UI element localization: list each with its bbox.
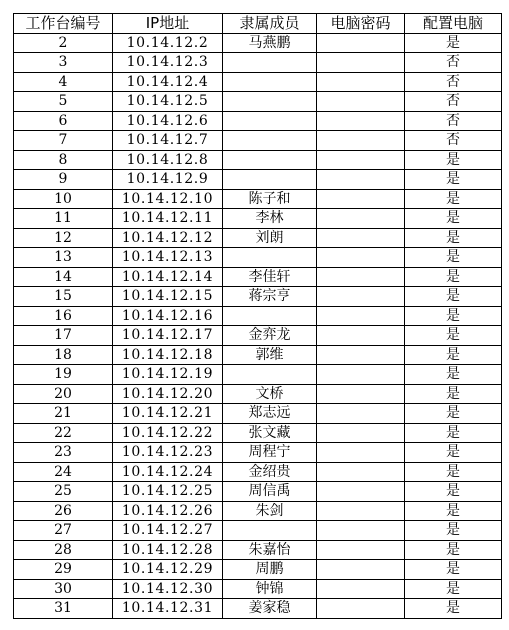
cell-member: 郭维	[223, 345, 317, 365]
cell-ip-address: 10.14.12.25	[113, 482, 223, 502]
table-row	[14, 228, 502, 248]
cell-workstation-id: 19	[14, 365, 113, 385]
cell-workstation-id: 18	[14, 345, 113, 365]
cell-ip-address: 10.14.12.11	[113, 209, 223, 229]
cell-workstation-id: 20	[14, 384, 113, 404]
cell-member: 金绍贵	[223, 462, 317, 482]
header-row	[14, 14, 502, 34]
cell-workstation-id: 9	[14, 170, 113, 190]
cell-computer-password	[317, 111, 405, 131]
cell-member: 周鹏	[223, 560, 317, 580]
cell-member: 朱剑	[223, 501, 317, 521]
cell-computer-password	[317, 306, 405, 326]
cell-computer-configured: 是	[405, 501, 502, 521]
table-row	[14, 53, 502, 73]
cell-workstation-id: 25	[14, 482, 113, 502]
cell-computer-configured: 是	[405, 248, 502, 268]
cell-ip-address: 10.14.12.10	[113, 189, 223, 209]
cell-member	[223, 521, 317, 541]
cell-computer-password	[317, 267, 405, 287]
cell-computer-configured: 否	[405, 131, 502, 151]
cell-workstation-id: 23	[14, 443, 113, 463]
cell-workstation-id: 3	[14, 53, 113, 73]
cell-workstation-id: 24	[14, 462, 113, 482]
cell-member	[223, 72, 317, 92]
cell-computer-password	[317, 326, 405, 346]
table-row	[14, 306, 502, 326]
cell-computer-configured: 是	[405, 404, 502, 424]
cell-computer-configured: 是	[405, 189, 502, 209]
table-row	[14, 150, 502, 170]
cell-ip-address: 10.14.12.18	[113, 345, 223, 365]
cell-computer-configured: 是	[405, 33, 502, 53]
cell-ip-address: 10.14.12.14	[113, 267, 223, 287]
table-row	[14, 579, 502, 599]
cell-computer-configured: 是	[405, 482, 502, 502]
cell-computer-password	[317, 228, 405, 248]
cell-workstation-id: 2	[14, 33, 113, 53]
cell-workstation-id: 10	[14, 189, 113, 209]
cell-computer-configured: 是	[405, 579, 502, 599]
cell-computer-password	[317, 72, 405, 92]
cell-computer-configured: 是	[405, 365, 502, 385]
table-row	[14, 92, 502, 112]
header-member: 隶属成员	[223, 14, 317, 34]
header-computer-configured: 配置电脑	[405, 14, 502, 34]
cell-computer-password	[317, 345, 405, 365]
table-row	[14, 384, 502, 404]
cell-member: 陈子和	[223, 189, 317, 209]
cell-computer-password	[317, 170, 405, 190]
header-computer-password: 电脑密码	[317, 14, 405, 34]
cell-ip-address: 10.14.12.6	[113, 111, 223, 131]
cell-workstation-id: 28	[14, 540, 113, 560]
cell-workstation-id: 13	[14, 248, 113, 268]
cell-ip-address: 10.14.12.31	[113, 599, 223, 619]
workstation-table	[13, 13, 502, 619]
cell-computer-configured: 否	[405, 72, 502, 92]
header-ip-address: IP地址	[113, 14, 223, 34]
table-row	[14, 423, 502, 443]
cell-workstation-id: 27	[14, 521, 113, 541]
cell-ip-address: 10.14.12.30	[113, 579, 223, 599]
cell-computer-configured: 是	[405, 560, 502, 580]
table-row	[14, 72, 502, 92]
table-row	[14, 404, 502, 424]
cell-member	[223, 306, 317, 326]
cell-computer-configured: 是	[405, 462, 502, 482]
cell-computer-password	[317, 540, 405, 560]
cell-computer-password	[317, 287, 405, 307]
cell-ip-address: 10.14.12.7	[113, 131, 223, 151]
cell-computer-password	[317, 404, 405, 424]
cell-workstation-id: 4	[14, 72, 113, 92]
cell-workstation-id: 30	[14, 579, 113, 599]
cell-computer-password	[317, 501, 405, 521]
cell-ip-address: 10.14.12.19	[113, 365, 223, 385]
cell-computer-configured: 是	[405, 540, 502, 560]
cell-workstation-id: 21	[14, 404, 113, 424]
table-row	[14, 170, 502, 190]
cell-member: 张文藏	[223, 423, 317, 443]
cell-workstation-id: 8	[14, 150, 113, 170]
table-row	[14, 248, 502, 268]
cell-ip-address: 10.14.12.23	[113, 443, 223, 463]
cell-ip-address: 10.14.12.15	[113, 287, 223, 307]
cell-computer-configured: 是	[405, 209, 502, 229]
cell-ip-address: 10.14.12.2	[113, 33, 223, 53]
cell-computer-password	[317, 423, 405, 443]
cell-computer-configured: 是	[405, 384, 502, 404]
cell-computer-configured: 是	[405, 287, 502, 307]
cell-ip-address: 10.14.12.4	[113, 72, 223, 92]
cell-computer-configured: 是	[405, 521, 502, 541]
cell-workstation-id: 12	[14, 228, 113, 248]
cell-computer-configured: 否	[405, 53, 502, 73]
table-row	[14, 521, 502, 541]
cell-workstation-id: 11	[14, 209, 113, 229]
table-row	[14, 365, 502, 385]
cell-ip-address: 10.14.12.27	[113, 521, 223, 541]
cell-computer-password	[317, 150, 405, 170]
table-row	[14, 189, 502, 209]
cell-workstation-id: 29	[14, 560, 113, 580]
table-row	[14, 209, 502, 229]
cell-workstation-id: 5	[14, 92, 113, 112]
cell-member	[223, 170, 317, 190]
cell-member	[223, 365, 317, 385]
cell-workstation-id: 22	[14, 423, 113, 443]
cell-workstation-id: 31	[14, 599, 113, 619]
cell-ip-address: 10.14.12.26	[113, 501, 223, 521]
cell-member: 朱嘉怡	[223, 540, 317, 560]
cell-ip-address: 10.14.12.9	[113, 170, 223, 190]
table-row	[14, 501, 502, 521]
cell-computer-password	[317, 443, 405, 463]
cell-computer-password	[317, 209, 405, 229]
cell-ip-address: 10.14.12.20	[113, 384, 223, 404]
cell-member: 蒋宗亨	[223, 287, 317, 307]
table-row	[14, 287, 502, 307]
cell-computer-configured: 是	[405, 423, 502, 443]
table-row	[14, 267, 502, 287]
cell-member: 李林	[223, 209, 317, 229]
table-row	[14, 599, 502, 619]
cell-ip-address: 10.14.12.13	[113, 248, 223, 268]
cell-workstation-id: 26	[14, 501, 113, 521]
cell-member: 钟锦	[223, 579, 317, 599]
cell-computer-password	[317, 560, 405, 580]
cell-workstation-id: 6	[14, 111, 113, 131]
table-row	[14, 560, 502, 580]
cell-ip-address: 10.14.12.21	[113, 404, 223, 424]
cell-computer-password	[317, 33, 405, 53]
cell-member: 马燕鹏	[223, 33, 317, 53]
cell-computer-configured: 否	[405, 92, 502, 112]
cell-member: 金弈龙	[223, 326, 317, 346]
header-workstation-id: 工作台编号	[14, 14, 113, 34]
cell-ip-address: 10.14.12.12	[113, 228, 223, 248]
cell-computer-configured: 是	[405, 326, 502, 346]
cell-workstation-id: 15	[14, 287, 113, 307]
cell-member: 周信禹	[223, 482, 317, 502]
cell-computer-password	[317, 248, 405, 268]
cell-member	[223, 248, 317, 268]
cell-ip-address: 10.14.12.8	[113, 150, 223, 170]
table-row	[14, 33, 502, 53]
cell-computer-configured: 是	[405, 306, 502, 326]
cell-ip-address: 10.14.12.22	[113, 423, 223, 443]
cell-computer-configured: 是	[405, 599, 502, 619]
cell-computer-configured: 否	[405, 111, 502, 131]
cell-computer-password	[317, 53, 405, 73]
cell-computer-password	[317, 131, 405, 151]
cell-computer-configured: 是	[405, 228, 502, 248]
cell-ip-address: 10.14.12.29	[113, 560, 223, 580]
table-row	[14, 540, 502, 560]
cell-ip-address: 10.14.12.28	[113, 540, 223, 560]
cell-computer-password	[317, 365, 405, 385]
table-row	[14, 482, 502, 502]
cell-member	[223, 111, 317, 131]
table-row	[14, 111, 502, 131]
cell-workstation-id: 7	[14, 131, 113, 151]
cell-computer-configured: 是	[405, 345, 502, 365]
cell-computer-password	[317, 92, 405, 112]
cell-member: 李佳轩	[223, 267, 317, 287]
cell-computer-configured: 是	[405, 443, 502, 463]
cell-computer-configured: 是	[405, 150, 502, 170]
cell-member: 文桥	[223, 384, 317, 404]
cell-ip-address: 10.14.12.17	[113, 326, 223, 346]
cell-member	[223, 53, 317, 73]
cell-ip-address: 10.14.12.16	[113, 306, 223, 326]
table-row	[14, 131, 502, 151]
cell-computer-configured: 是	[405, 170, 502, 190]
cell-computer-password	[317, 599, 405, 619]
cell-ip-address: 10.14.12.3	[113, 53, 223, 73]
cell-member	[223, 92, 317, 112]
cell-member: 姜家稳	[223, 599, 317, 619]
cell-member: 周程宁	[223, 443, 317, 463]
cell-member: 郑志远	[223, 404, 317, 424]
cell-workstation-id: 14	[14, 267, 113, 287]
cell-computer-password	[317, 579, 405, 599]
cell-computer-password	[317, 521, 405, 541]
cell-member	[223, 150, 317, 170]
cell-computer-configured: 是	[405, 267, 502, 287]
table-row	[14, 326, 502, 346]
cell-computer-password	[317, 384, 405, 404]
cell-computer-password	[317, 482, 405, 502]
table-row	[14, 345, 502, 365]
table-row	[14, 462, 502, 482]
table-body	[14, 33, 502, 618]
cell-workstation-id: 17	[14, 326, 113, 346]
cell-member: 刘朗	[223, 228, 317, 248]
cell-member	[223, 131, 317, 151]
cell-computer-password	[317, 462, 405, 482]
table-row	[14, 443, 502, 463]
cell-workstation-id: 16	[14, 306, 113, 326]
cell-computer-password	[317, 189, 405, 209]
cell-ip-address: 10.14.12.5	[113, 92, 223, 112]
cell-ip-address: 10.14.12.24	[113, 462, 223, 482]
